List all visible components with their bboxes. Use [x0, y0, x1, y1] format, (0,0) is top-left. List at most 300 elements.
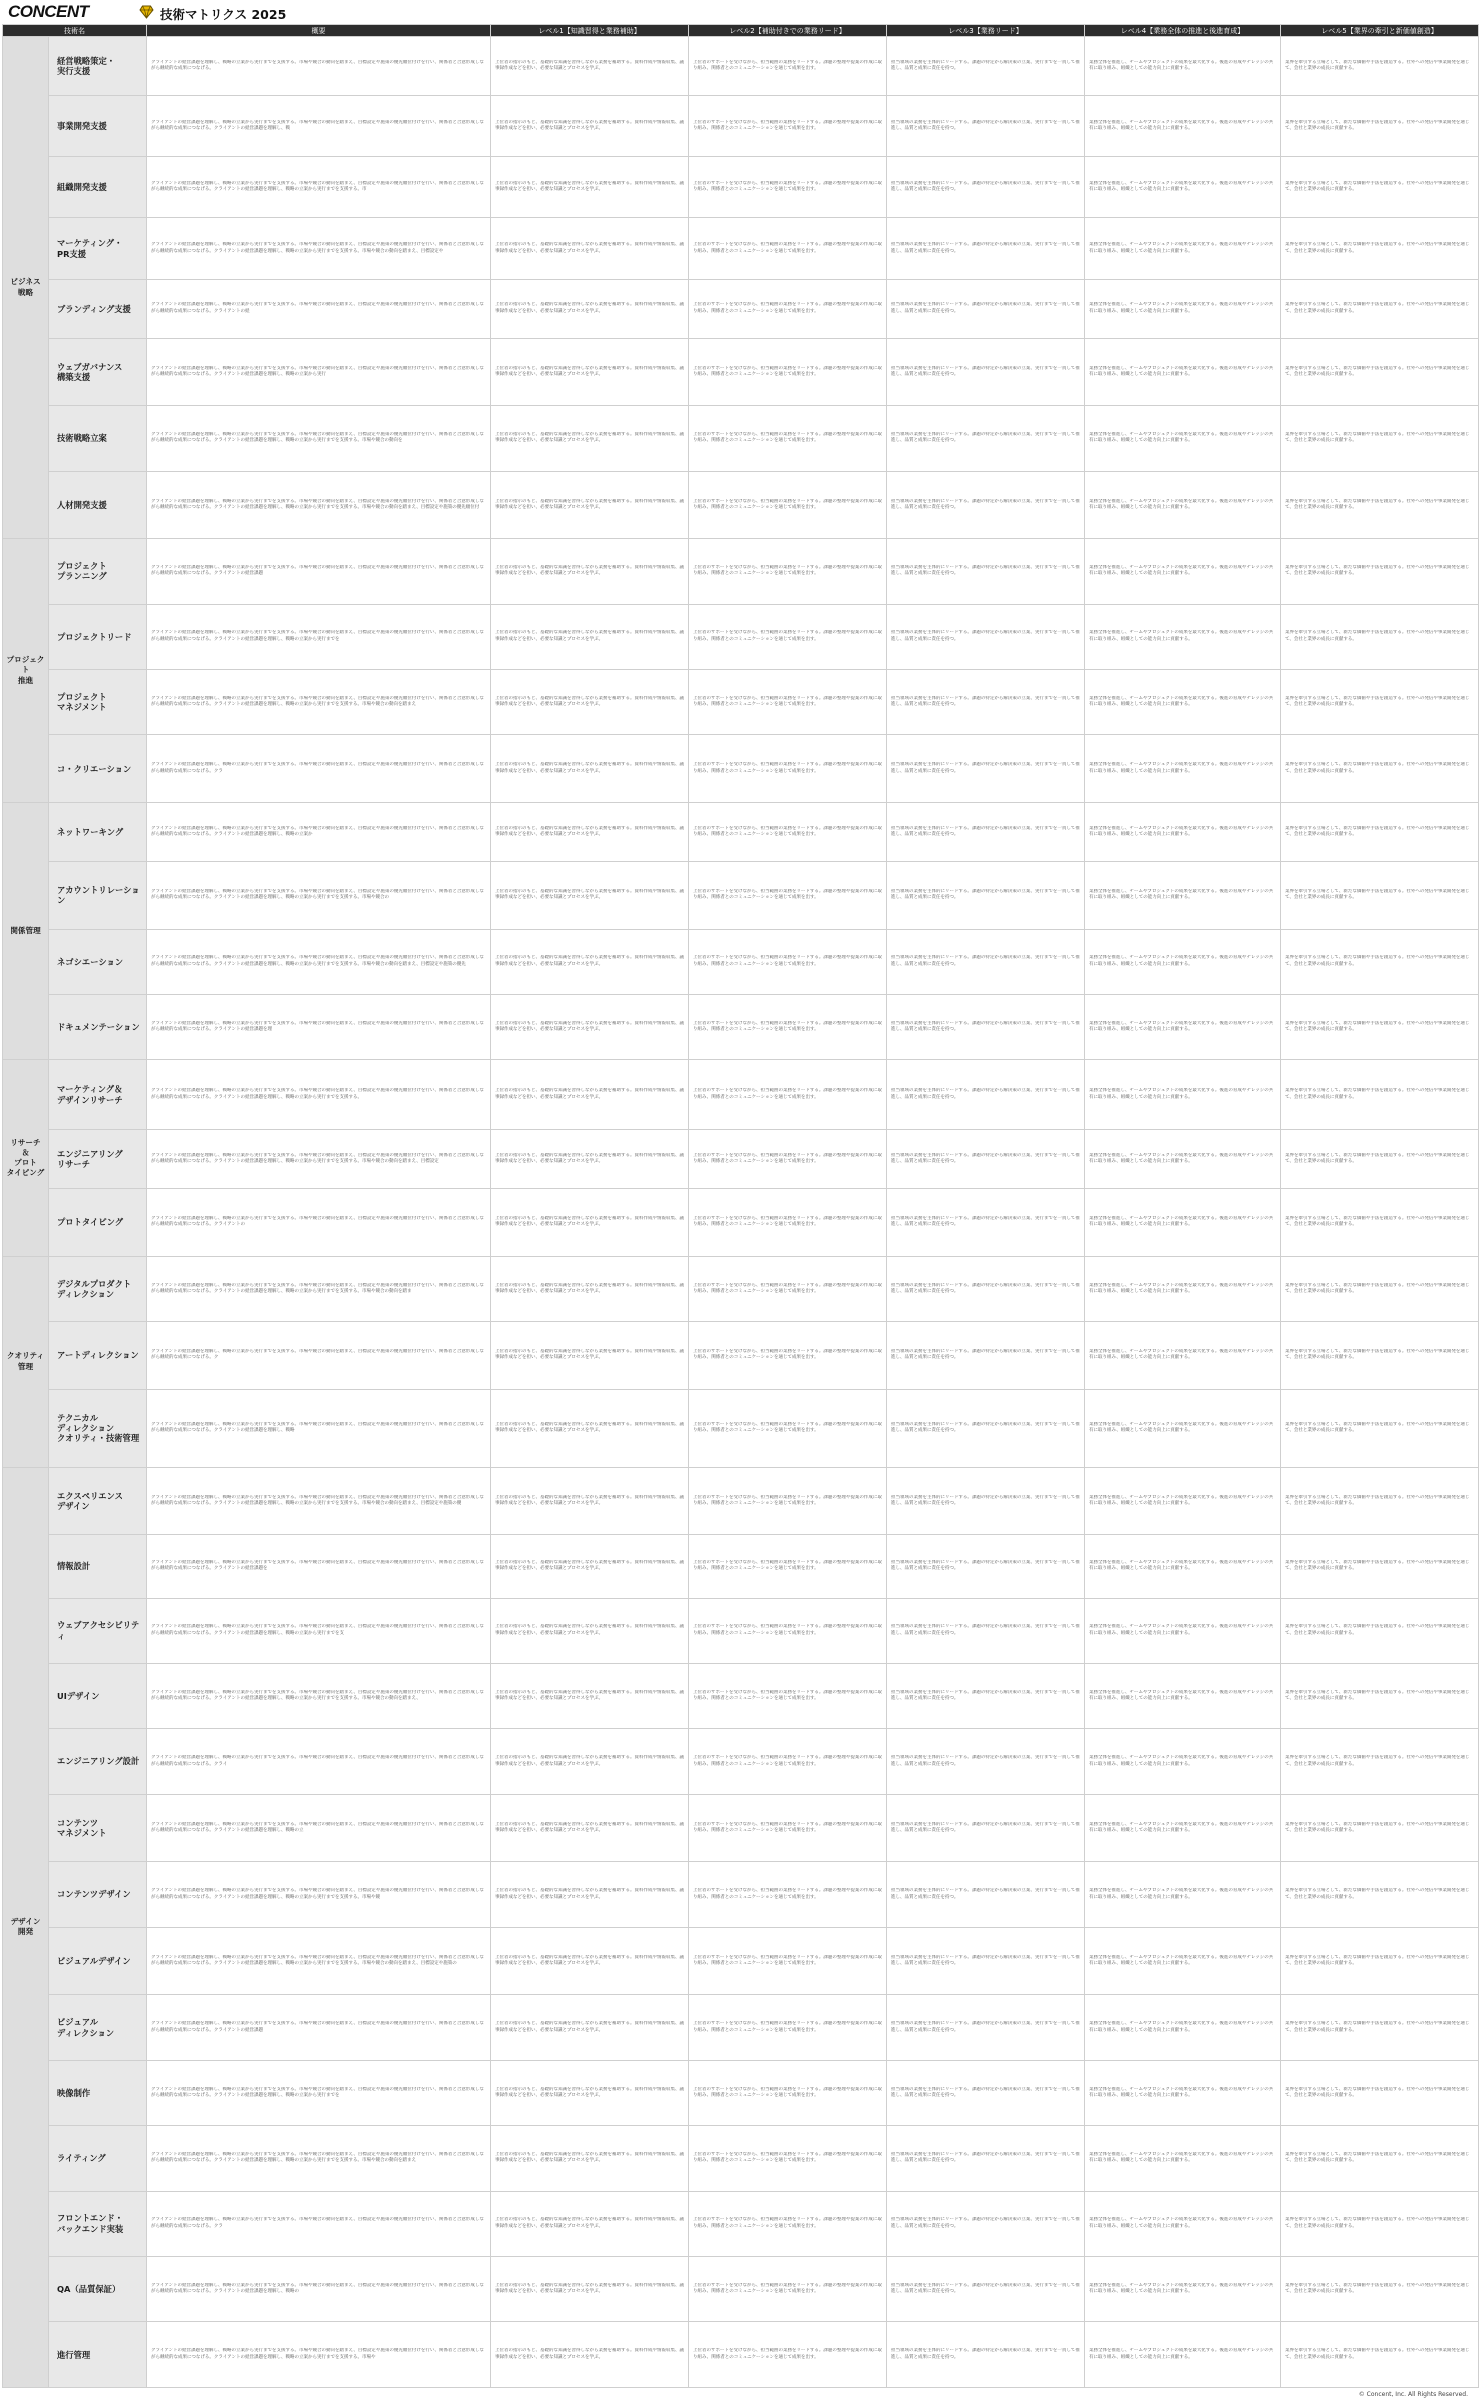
level-1-cell: 上位者の指示のもと、基礎的な知識を習得しながら業務を補助する。資料作成や情報収集、議事録作成などを担い、必要な知識とプロセスを学ぶ。 [491, 2191, 689, 2256]
skill-row [3, 929, 1479, 994]
skill-row [3, 1256, 1479, 1321]
skill-name: マーケティング・ PR支援 [49, 218, 147, 279]
skill-row [3, 2126, 1479, 2191]
level-1-cell: 上位者の指示のもと、基礎的な知識を習得しながら業務を補助する。資料作成や情報収集、議事録作成などを担い、必要な知識とプロセスを学ぶ。 [491, 1256, 689, 1321]
level-4-cell: 業務全体を推進し、チームやプロジェクトの成果を最大化する。後進の育成やナレッジの共有に取り組み、組織としての能力向上に貢献する。 [1085, 1995, 1281, 2060]
level-5-cell: 業界を牽引する立場として、新たな価値や手法を創造する。社外への発信や事業開発を通じて、会社と業界の成長に貢献する。 [1281, 338, 1479, 406]
level-5-cell: 業界を牽引する立場として、新たな価値や手法を創造する。社外への発信や事業開発を通じて、会社と業界の成長に貢献する。 [1281, 2322, 1479, 2388]
skill-name: ウェブガバナンス 構築支援 [49, 338, 147, 406]
skill-name: ネゴシエーション [49, 929, 147, 994]
level-5-cell: 業界を牽引する立場として、新たな価値や手法を創造する。社外への発信や事業開発を通じて、会社と業界の成長に貢献する。 [1281, 218, 1479, 279]
level-3-cell: 担当領域の業務を主体的にリードする。課題の特定から解決策の立案、実行までを一貫して推進し、品質と成果に責任を持つ。 [887, 1130, 1085, 1189]
overview-cell: クライアントの経営課題を理解し、戦略の立案から実行までを支援する。市場や競合の動向を踏まえ、目標設定や施策の優先順位付けを行い、関係者と合意形成しながら継続的な成果につなげる。クラ [147, 2191, 491, 2256]
level-2-cell: 上位者のサポートを受けながら、担当範囲の業務をリードする。課題の整理や提案の作成に取り組み、関係者とのコミュニケーションを通じて成果を出す。 [689, 338, 887, 406]
level-1-cell: 上位者の指示のもと、基礎的な知識を習得しながら業務を補助する。資料作成や情報収集、議事録作成などを担い、必要な知識とプロセスを学ぶ。 [491, 1467, 689, 1535]
level-2-cell: 上位者のサポートを受けながら、担当範囲の業務をリードする。課題の整理や提案の作成に取り組み、関係者とのコミュニケーションを通じて成果を出す。 [689, 1322, 887, 1390]
skill-name: プロジェクト プランニング [49, 539, 147, 604]
skill-name: プロジェクト マネジメント [49, 670, 147, 735]
page-header [0, 0, 1480, 26]
level-5-cell: 業界を牽引する立場として、新たな価値や手法を創造する。社外への発信や事業開発を通じて、会社と業界の成長に貢献する。 [1281, 1189, 1479, 1257]
level-4-cell: 業務全体を推進し、チームやプロジェクトの成果を最大化する。後進の育成やナレッジの共有に取り組み、組織としての能力向上に貢献する。 [1085, 96, 1281, 157]
level-2-cell: 上位者のサポートを受けながら、担当範囲の業務をリードする。課題の整理や提案の作成に取り組み、関係者とのコミュニケーションを通じて成果を出す。 [689, 2322, 887, 2388]
category-label: デザイン 開発 [3, 1467, 49, 2387]
skill-row [3, 803, 1479, 862]
level-2-cell: 上位者のサポートを受けながら、担当範囲の業務をリードする。課題の整理や提案の作成に取り組み、関係者とのコミュニケーションを通じて成果を出す。 [689, 1794, 887, 1862]
level-5-cell: 業界を牽引する立場として、新たな価値や手法を創造する。社外への発信や事業開発を通じて、会社と業界の成長に貢献する。 [1281, 2257, 1479, 2322]
skill-row [3, 1927, 1479, 1995]
level-3-cell: 担当領域の業務を主体的にリードする。課題の特定から解決策の立案、実行までを一貫して推進し、品質と成果に責任を持つ。 [887, 157, 1085, 218]
level-2-cell: 上位者のサポートを受けながら、担当範囲の業務をリードする。課題の整理や提案の作成に取り組み、関係者とのコミュニケーションを通じて成果を出す。 [689, 862, 887, 930]
level-2-cell: 上位者のサポートを受けながら、担当範囲の業務をリードする。課題の整理や提案の作成に取り組み、関係者とのコミュニケーションを通じて成果を出す。 [689, 2060, 887, 2125]
level-3-cell: 担当領域の業務を主体的にリードする。課題の特定から解決策の立案、実行までを一貫して推進し、品質と成果に責任を持つ。 [887, 735, 1085, 803]
overview-cell: クライアントの経営課題を理解し、戦略の立案から実行までを支援する。市場や競合の動向を踏まえ、目標設定や施策の優先順位付けを行い、関係者と合意形成しながら継続的な成果につなげる。クライアントの [147, 1189, 491, 1257]
level-3-cell: 担当領域の業務を主体的にリードする。課題の特定から解決策の立案、実行までを一貫して推進し、品質と成果に責任を持つ。 [887, 1927, 1085, 1995]
level-5-cell: 業界を牽引する立場として、新たな価値や手法を創造する。社外への発信や事業開発を通じて、会社と業界の成長に貢献する。 [1281, 2060, 1479, 2125]
level-2-cell: 上位者のサポートを受けながら、担当範囲の業務をリードする。課題の整理や提案の作成に取り組み、関係者とのコミュニケーションを通じて成果を出す。 [689, 1256, 887, 1321]
document-title: 技術マトリクス 2025 [160, 7, 287, 22]
skill-name: コンテンツデザイン [49, 1862, 147, 1927]
level-5-cell: 業界を牽引する立場として、新たな価値や手法を創造する。社外への発信や事業開発を通じて、会社と業界の成長に貢献する。 [1281, 1729, 1479, 1794]
level-3-cell: 担当領域の業務を主体的にリードする。課題の特定から解決策の立案、実行までを一貫して推進し、品質と成果に責任を持つ。 [887, 1060, 1085, 1130]
skill-row [3, 1862, 1479, 1927]
level-1-cell: 上位者の指示のもと、基礎的な知識を習得しながら業務を補助する。資料作成や情報収集、議事録作成などを担い、必要な知識とプロセスを学ぶ。 [491, 929, 689, 994]
level-4-cell: 業務全体を推進し、チームやプロジェクトの成果を最大化する。後進の育成やナレッジの共有に取り組み、組織としての能力向上に貢献する。 [1085, 1794, 1281, 1862]
level-5-cell: 業界を牽引する立場として、新たな価値や手法を創造する。社外への発信や事業開発を通じて、会社と業界の成長に貢献する。 [1281, 279, 1479, 338]
level-2-cell: 上位者のサポートを受けながら、担当範囲の業務をリードする。課題の整理や提案の作成に取り組み、関係者とのコミュニケーションを通じて成果を出す。 [689, 1995, 887, 2060]
level-3-cell: 担当領域の業務を主体的にリードする。課題の特定から解決策の立案、実行までを一貫して推進し、品質と成果に責任を持つ。 [887, 929, 1085, 994]
level-3-cell: 担当領域の業務を主体的にリードする。課題の特定から解決策の立案、実行までを一貫して推進し、品質と成果に責任を持つ。 [887, 2191, 1085, 2256]
level-4-cell: 業務全体を推進し、チームやプロジェクトの成果を最大化する。後進の育成やナレッジの共有に取り組み、組織としての能力向上に貢献する。 [1085, 539, 1281, 604]
level-2-cell: 上位者のサポートを受けながら、担当範囲の業務をリードする。課題の整理や提案の作成に取り組み、関係者とのコミュニケーションを通じて成果を出す。 [689, 1862, 887, 1927]
level-4-cell: 業務全体を推進し、チームやプロジェクトの成果を最大化する。後進の育成やナレッジの共有に取り組み、組織としての能力向上に貢献する。 [1085, 995, 1281, 1060]
level-5-cell: 業界を牽引する立場として、新たな価値や手法を創造する。社外への発信や事業開発を通じて、会社と業界の成長に貢献する。 [1281, 471, 1479, 539]
overview-cell: クライアントの経営課題を理解し、戦略の立案から実行までを支援する。市場や競合の動向を踏まえ、目標設定や施策の優先順位付けを行い、関係者と合意形成しながら継続的な成果につなげる。クライアントの経営課題を理解し、戦略の立案から実行までを支援する。市場や競合の動向を踏まえ、目標設定や施策の優 [147, 1467, 491, 1535]
skill-name: ブランディング支援 [49, 279, 147, 338]
level-2-cell: 上位者のサポートを受けながら、担当範囲の業務をリードする。課題の整理や提案の作成に取り組み、関係者とのコミュニケーションを通じて成果を出す。 [689, 1927, 887, 1995]
overview-cell: クライアントの経営課題を理解し、戦略の立案から実行までを支援する。市場や競合の動向を踏まえ、目標設定や施策の優先順位付けを行い、関係者と合意形成しながら継続的な成果につなげる。クライアントの経営課題を理解し、戦略の立案から実行までを支援する。市場や競合の動向を踏まえ、目標設定や施策の優先順位付 [147, 471, 491, 539]
skill-name: エクスペリエンス デザイン [49, 1467, 147, 1535]
level-4-cell: 業務全体を推進し、チームやプロジェクトの成果を最大化する。後進の育成やナレッジの共有に取り組み、組織としての能力向上に貢献する。 [1085, 2191, 1281, 2256]
level-3-cell: 担当領域の業務を主体的にリードする。課題の特定から解決策の立案、実行までを一貫して推進し、品質と成果に責任を持つ。 [887, 1794, 1085, 1862]
overview-cell: クライアントの経営課題を理解し、戦略の立案から実行までを支援する。市場や競合の動向を踏まえ、目標設定や施策の優先順位付けを行い、関係者と合意形成しながら継続的な成果につなげる。クラ [147, 735, 491, 803]
skill-name: アートディレクション [49, 1322, 147, 1390]
level-4-cell: 業務全体を推進し、チームやプロジェクトの成果を最大化する。後進の育成やナレッジの共有に取り組み、組織としての能力向上に貢献する。 [1085, 1060, 1281, 1130]
level-3-cell: 担当領域の業務を主体的にリードする。課題の特定から解決策の立案、実行までを一貫して推進し、品質と成果に責任を持つ。 [887, 1467, 1085, 1535]
level-1-cell: 上位者の指示のもと、基礎的な知識を習得しながら業務を補助する。資料作成や情報収集、議事録作成などを担い、必要な知識とプロセスを学ぶ。 [491, 157, 689, 218]
level-4-cell: 業務全体を推進し、チームやプロジェクトの成果を最大化する。後進の育成やナレッジの共有に取り組み、組織としての能力向上に貢献する。 [1085, 604, 1281, 669]
skill-row [3, 1598, 1479, 1663]
level-5-cell: 業界を牽引する立場として、新たな価値や手法を創造する。社外への発信や事業開発を通じて、会社と業界の成長に貢献する。 [1281, 1995, 1479, 2060]
level-5-cell: 業界を牽引する立場として、新たな価値や手法を創造する。社外への発信や事業開発を通じて、会社と業界の成長に貢献する。 [1281, 995, 1479, 1060]
level-2-cell: 上位者のサポートを受けながら、担当範囲の業務をリードする。課題の整理や提案の作成に取り組み、関係者とのコミュニケーションを通じて成果を出す。 [689, 803, 887, 862]
level-4-cell: 業務全体を推進し、チームやプロジェクトの成果を最大化する。後進の育成やナレッジの共有に取り組み、組織としての能力向上に貢献する。 [1085, 471, 1281, 539]
level-1-cell: 上位者の指示のもと、基礎的な知識を習得しながら業務を補助する。資料作成や情報収集、議事録作成などを担い、必要な知識とプロセスを学ぶ。 [491, 1862, 689, 1927]
level-4-cell: 業務全体を推進し、チームやプロジェクトの成果を最大化する。後進の育成やナレッジの共有に取り組み、組織としての能力向上に貢献する。 [1085, 803, 1281, 862]
level-3-cell: 担当領域の業務を主体的にリードする。課題の特定から解決策の立案、実行までを一貫して推進し、品質と成果に責任を持つ。 [887, 995, 1085, 1060]
level-4-cell: 業務全体を推進し、チームやプロジェクトの成果を最大化する。後進の育成やナレッジの共有に取り組み、組織としての能力向上に貢献する。 [1085, 1927, 1281, 1995]
level-5-cell: 業界を牽引する立場として、新たな価値や手法を創造する。社外への発信や事業開発を通じて、会社と業界の成長に貢献する。 [1281, 96, 1479, 157]
level-1-cell: 上位者の指示のもと、基礎的な知識を習得しながら業務を補助する。資料作成や情報収集、議事録作成などを担い、必要な知識とプロセスを学ぶ。 [491, 2060, 689, 2125]
level-3-cell: 担当領域の業務を主体的にリードする。課題の特定から解決策の立案、実行までを一貫して推進し、品質と成果に責任を持つ。 [887, 1322, 1085, 1390]
skill-row [3, 37, 1479, 96]
level-1-cell: 上位者の指示のもと、基礎的な知識を習得しながら業務を補助する。資料作成や情報収集、議事録作成などを担い、必要な知識とプロセスを学ぶ。 [491, 2126, 689, 2191]
skill-row [3, 1729, 1479, 1794]
level-3-cell: 担当領域の業務を主体的にリードする。課題の特定から解決策の立案、実行までを一貫して推進し、品質と成果に責任を持つ。 [887, 1995, 1085, 2060]
header-level-3: レベル3【業務リード】 [887, 25, 1085, 37]
level-2-cell: 上位者のサポートを受けながら、担当範囲の業務をリードする。課題の整理や提案の作成に取り組み、関係者とのコミュニケーションを通じて成果を出す。 [689, 2257, 887, 2322]
level-1-cell: 上位者の指示のもと、基礎的な知識を習得しながら業務を補助する。資料作成や情報収集、議事録作成などを担い、必要な知識とプロセスを学ぶ。 [491, 2322, 689, 2388]
level-3-cell: 担当領域の業務を主体的にリードする。課題の特定から解決策の立案、実行までを一貫して推進し、品質と成果に責任を持つ。 [887, 96, 1085, 157]
level-4-cell: 業務全体を推進し、チームやプロジェクトの成果を最大化する。後進の育成やナレッジの共有に取り組み、組織としての能力向上に貢献する。 [1085, 37, 1281, 96]
level-2-cell: 上位者のサポートを受けながら、担当範囲の業務をリードする。課題の整理や提案の作成に取り組み、関係者とのコミュニケーションを通じて成果を出す。 [689, 1535, 887, 1598]
level-4-cell: 業務全体を推進し、チームやプロジェクトの成果を最大化する。後進の育成やナレッジの共有に取り組み、組織としての能力向上に貢献する。 [1085, 929, 1281, 994]
skill-row [3, 1060, 1479, 1130]
level-2-cell: 上位者のサポートを受けながら、担当範囲の業務をリードする。課題の整理や提案の作成に取り組み、関係者とのコミュニケーションを通じて成果を出す。 [689, 218, 887, 279]
skill-matrix [2, 24, 1478, 2388]
skill-row [3, 406, 1479, 471]
skill-row [3, 1663, 1479, 1728]
overview-cell: クライアントの経営課題を理解し、戦略の立案から実行までを支援する。市場や競合の動向を踏まえ、目標設定や施策の優先順位付けを行い、関係者と合意形成しながら継続的な成果につなげる。クライアントの経営課題を理解し、戦略の立案から実行までを支援する。市場や競合の動向を踏まえ、目標設定 [147, 1130, 491, 1189]
level-4-cell: 業務全体を推進し、チームやプロジェクトの成果を最大化する。後進の育成やナレッジの共有に取り組み、組織としての能力向上に貢献する。 [1085, 218, 1281, 279]
overview-cell: クライアントの経営課題を理解し、戦略の立案から実行までを支援する。市場や競合の動向を踏まえ、目標設定や施策の優先順位付けを行い、関係者と合意形成しながら継続的な成果につなげる。クライアントの経営課題 [147, 1995, 491, 2060]
level-1-cell: 上位者の指示のもと、基礎的な知識を習得しながら業務を補助する。資料作成や情報収集、議事録作成などを担い、必要な知識とプロセスを学ぶ。 [491, 803, 689, 862]
overview-cell: クライアントの経営課題を理解し、戦略の立案から実行までを支援する。市場や競合の動向を踏まえ、目標設定や施策の優先順位付けを行い、関係者と合意形成しながら継続的な成果につなげる。クライ [147, 1729, 491, 1794]
skill-name: テクニカル ディレクション クオリティ・技術管理 [49, 1389, 147, 1467]
overview-cell: クライアントの経営課題を理解し、戦略の立案から実行までを支援する。市場や競合の動向を踏まえ、目標設定や施策の優先順位付けを行い、関係者と合意形成しながら継続的な成果につなげる。クライアントの経営課題を理解し、戦略の立案から実行までを支援する。市場や競合の動向を踏まえ、目標設定や [147, 218, 491, 279]
skill-name: 映像制作 [49, 2060, 147, 2125]
skill-name: 進行管理 [49, 2322, 147, 2388]
level-4-cell: 業務全体を推進し、チームやプロジェクトの成果を最大化する。後進の育成やナレッジの共有に取り組み、組織としての能力向上に貢献する。 [1085, 1389, 1281, 1467]
skill-row [3, 735, 1479, 803]
level-1-cell: 上位者の指示のもと、基礎的な知識を習得しながら業務を補助する。資料作成や情報収集、議事録作成などを担い、必要な知識とプロセスを学ぶ。 [491, 1535, 689, 1598]
level-2-cell: 上位者のサポートを受けながら、担当範囲の業務をリードする。課題の整理や提案の作成に取り組み、関係者とのコミュニケーションを通じて成果を出す。 [689, 995, 887, 1060]
level-3-cell: 担当領域の業務を主体的にリードする。課題の特定から解決策の立案、実行までを一貫して推進し、品質と成果に責任を持つ。 [887, 2126, 1085, 2191]
level-3-cell: 担当領域の業務を主体的にリードする。課題の特定から解決策の立案、実行までを一貫して推進し、品質と成果に責任を持つ。 [887, 1389, 1085, 1467]
level-5-cell: 業界を牽引する立場として、新たな価値や手法を創造する。社外への発信や事業開発を通じて、会社と業界の成長に貢献する。 [1281, 1794, 1479, 1862]
skill-name: ビジュアルデザイン [49, 1927, 147, 1995]
overview-cell: クライアントの経営課題を理解し、戦略の立案から実行までを支援する。市場や競合の動向を踏まえ、目標設定や施策の優先順位付けを行い、関係者と合意形成しながら継続的な成果につなげる。 [147, 37, 491, 96]
level-3-cell: 担当領域の業務を主体的にリードする。課題の特定から解決策の立案、実行までを一貫して推進し、品質と成果に責任を持つ。 [887, 604, 1085, 669]
overview-cell: クライアントの経営課題を理解し、戦略の立案から実行までを支援する。市場や競合の動向を踏まえ、目標設定や施策の優先順位付けを行い、関係者と合意形成しながら継続的な成果につなげる。クライアントの経営課題を理解し、戦略の立案から実行までを支援する。市場や競 [147, 1862, 491, 1927]
skill-row [3, 218, 1479, 279]
level-2-cell: 上位者のサポートを受けながら、担当範囲の業務をリードする。課題の整理や提案の作成に取り組み、関係者とのコミュニケーションを通じて成果を出す。 [689, 929, 887, 994]
skill-row [3, 1189, 1479, 1257]
overview-cell: クライアントの経営課題を理解し、戦略の立案から実行までを支援する。市場や競合の動向を踏まえ、目標設定や施策の優先順位付けを行い、関係者と合意形成しながら継続的な成果につなげる。クライアントの経営課題を理解し、戦略の立案から実行までを支援する。市場や競合の動向を [147, 406, 491, 471]
level-2-cell: 上位者のサポートを受けながら、担当範囲の業務をリードする。課題の整理や提案の作成に取り組み、関係者とのコミュニケーションを通じて成果を出す。 [689, 1663, 887, 1728]
level-2-cell: 上位者のサポートを受けながら、担当範囲の業務をリードする。課題の整理や提案の作成に取り組み、関係者とのコミュニケーションを通じて成果を出す。 [689, 539, 887, 604]
skill-row [3, 604, 1479, 669]
level-5-cell: 業界を牽引する立場として、新たな価値や手法を創造する。社外への発信や事業開発を通じて、会社と業界の成長に貢献する。 [1281, 604, 1479, 669]
overview-cell: クライアントの経営課題を理解し、戦略の立案から実行までを支援する。市場や競合の動向を踏まえ、目標設定や施策の優先順位付けを行い、関係者と合意形成しながら継続的な成果につなげる。クライアントの経営課題を理解し、戦略の立案から実行までを支援する。市場や競合の動向を踏まえ [147, 670, 491, 735]
level-4-cell: 業務全体を推進し、チームやプロジェクトの成果を最大化する。後進の育成やナレッジの共有に取り組み、組織としての能力向上に貢献する。 [1085, 1256, 1281, 1321]
overview-cell: クライアントの経営課題を理解し、戦略の立案から実行までを支援する。市場や競合の動向を踏まえ、目標設定や施策の優先順位付けを行い、関係者と合意形成しながら継続的な成果につなげる。クライアントの経営課題を理解し、戦略の [147, 2257, 491, 2322]
overview-cell: クライアントの経営課題を理解し、戦略の立案から実行までを支援する。市場や競合の動向を踏まえ、目標設定や施策の優先順位付けを行い、関係者と合意形成しながら継続的な成果につなげる。クライアントの経営課題 [147, 539, 491, 604]
overview-cell: クライアントの経営課題を理解し、戦略の立案から実行までを支援する。市場や競合の動向を踏まえ、目標設定や施策の優先順位付けを行い、関係者と合意形成しながら継続的な成果につなげる。クライアントの経営課題を理解し、戦略 [147, 1389, 491, 1467]
level-4-cell: 業務全体を推進し、チームやプロジェクトの成果を最大化する。後進の育成やナレッジの共有に取り組み、組織としての能力向上に貢献する。 [1085, 2126, 1281, 2191]
level-4-cell: 業務全体を推進し、チームやプロジェクトの成果を最大化する。後進の育成やナレッジの共有に取り組み、組織としての能力向上に貢献する。 [1085, 1663, 1281, 1728]
level-2-cell: 上位者のサポートを受けながら、担当範囲の業務をリードする。課題の整理や提案の作成に取り組み、関係者とのコミュニケーションを通じて成果を出す。 [689, 2191, 887, 2256]
level-3-cell: 担当領域の業務を主体的にリードする。課題の特定から解決策の立案、実行までを一貫して推進し、品質と成果に責任を持つ。 [887, 406, 1085, 471]
level-1-cell: 上位者の指示のもと、基礎的な知識を習得しながら業務を補助する。資料作成や情報収集、議事録作成などを担い、必要な知識とプロセスを学ぶ。 [491, 338, 689, 406]
skill-name: コ・クリエーション [49, 735, 147, 803]
overview-cell: クライアントの経営課題を理解し、戦略の立案から実行までを支援する。市場や競合の動向を踏まえ、目標設定や施策の優先順位付けを行い、関係者と合意形成しながら継続的な成果につなげる。クライアントの経営課題を理解し、戦 [147, 96, 491, 157]
level-1-cell: 上位者の指示のもと、基礎的な知識を習得しながら業務を補助する。資料作成や情報収集、議事録作成などを担い、必要な知識とプロセスを学ぶ。 [491, 406, 689, 471]
skill-row [3, 96, 1479, 157]
category-label: 関係管理 [3, 803, 49, 1060]
category-label: リサーチ ＆ プロト タイピング [3, 1060, 49, 1256]
overview-cell: クライアントの経営課題を理解し、戦略の立案から実行までを支援する。市場や競合の動向を踏まえ、目標設定や施策の優先順位付けを行い、関係者と合意形成しながら継続的な成果につなげる。クライアントの経営課題を理解し、戦略の立案から実行 [147, 338, 491, 406]
level-3-cell: 担当領域の業務を主体的にリードする。課題の特定から解決策の立案、実行までを一貫して推進し、品質と成果に責任を持つ。 [887, 37, 1085, 96]
level-1-cell: 上位者の指示のもと、基礎的な知識を習得しながら業務を補助する。資料作成や情報収集、議事録作成などを担い、必要な知識とプロセスを学ぶ。 [491, 279, 689, 338]
skill-row [3, 1794, 1479, 1862]
skill-name: 事業開発支援 [49, 96, 147, 157]
level-1-cell: 上位者の指示のもと、基礎的な知識を習得しながら業務を補助する。資料作成や情報収集、議事録作成などを担い、必要な知識とプロセスを学ぶ。 [491, 995, 689, 1060]
level-3-cell: 担当領域の業務を主体的にリードする。課題の特定から解決策の立案、実行までを一貫して推進し、品質と成果に責任を持つ。 [887, 279, 1085, 338]
skill-name: 組織開発支援 [49, 157, 147, 218]
level-3-cell: 担当領域の業務を主体的にリードする。課題の特定から解決策の立案、実行までを一貫して推進し、品質と成果に責任を持つ。 [887, 803, 1085, 862]
level-3-cell: 担当領域の業務を主体的にリードする。課題の特定から解決策の立案、実行までを一貫して推進し、品質と成果に責任を持つ。 [887, 539, 1085, 604]
level-5-cell: 業界を牽引する立場として、新たな価値や手法を創造する。社外への発信や事業開発を通じて、会社と業界の成長に貢献する。 [1281, 1467, 1479, 1535]
level-1-cell: 上位者の指示のもと、基礎的な知識を習得しながら業務を補助する。資料作成や情報収集、議事録作成などを担い、必要な知識とプロセスを学ぶ。 [491, 1927, 689, 1995]
skill-name: UIデザイン [49, 1663, 147, 1728]
skill-row [3, 157, 1479, 218]
level-5-cell: 業界を牽引する立場として、新たな価値や手法を創造する。社外への発信や事業開発を通じて、会社と業界の成長に貢献する。 [1281, 1322, 1479, 1390]
level-4-cell: 業務全体を推進し、チームやプロジェクトの成果を最大化する。後進の育成やナレッジの共有に取り組み、組織としての能力向上に貢献する。 [1085, 735, 1281, 803]
header-level-5: レベル5【業界の牽引と新価値創造】 [1281, 25, 1479, 37]
level-2-cell: 上位者のサポートを受けながら、担当範囲の業務をリードする。課題の整理や提案の作成に取り組み、関係者とのコミュニケーションを通じて成果を出す。 [689, 604, 887, 669]
level-2-cell: 上位者のサポートを受けながら、担当範囲の業務をリードする。課題の整理や提案の作成に取り組み、関係者とのコミュニケーションを通じて成果を出す。 [689, 471, 887, 539]
level-4-cell: 業務全体を推進し、チームやプロジェクトの成果を最大化する。後進の育成やナレッジの共有に取り組み、組織としての能力向上に貢献する。 [1085, 406, 1281, 471]
header-overview: 概要 [147, 25, 491, 37]
level-2-cell: 上位者のサポートを受けながら、担当範囲の業務をリードする。課題の整理や提案の作成に取り組み、関係者とのコミュニケーションを通じて成果を出す。 [689, 406, 887, 471]
level-5-cell: 業界を牽引する立場として、新たな価値や手法を創造する。社外への発信や事業開発を通じて、会社と業界の成長に貢献する。 [1281, 735, 1479, 803]
level-3-cell: 担当領域の業務を主体的にリードする。課題の特定から解決策の立案、実行までを一貫して推進し、品質と成果に責任を持つ。 [887, 1535, 1085, 1598]
skill-name: プロトタイピング [49, 1189, 147, 1257]
level-5-cell: 業界を牽引する立場として、新たな価値や手法を創造する。社外への発信や事業開発を通じて、会社と業界の成長に貢献する。 [1281, 157, 1479, 218]
level-2-cell: 上位者のサポートを受けながら、担当範囲の業務をリードする。課題の整理や提案の作成に取り組み、関係者とのコミュニケーションを通じて成果を出す。 [689, 1729, 887, 1794]
level-4-cell: 業務全体を推進し、チームやプロジェクトの成果を最大化する。後進の育成やナレッジの共有に取り組み、組織としての能力向上に貢献する。 [1085, 1862, 1281, 1927]
level-1-cell: 上位者の指示のもと、基礎的な知識を習得しながら業務を補助する。資料作成や情報収集、議事録作成などを担い、必要な知識とプロセスを学ぶ。 [491, 1389, 689, 1467]
level-5-cell: 業界を牽引する立場として、新たな価値や手法を創造する。社外への発信や事業開発を通じて、会社と業界の成長に貢献する。 [1281, 2191, 1479, 2256]
level-1-cell: 上位者の指示のもと、基礎的な知識を習得しながら業務を補助する。資料作成や情報収集、議事録作成などを担い、必要な知識とプロセスを学ぶ。 [491, 862, 689, 930]
level-3-cell: 担当領域の業務を主体的にリードする。課題の特定から解決策の立案、実行までを一貫して推進し、品質と成果に責任を持つ。 [887, 338, 1085, 406]
level-3-cell: 担当領域の業務を主体的にリードする。課題の特定から解決策の立案、実行までを一貫して推進し、品質と成果に責任を持つ。 [887, 1598, 1085, 1663]
skill-name: ライティング [49, 2126, 147, 2191]
level-5-cell: 業界を牽引する立場として、新たな価値や手法を創造する。社外への発信や事業開発を通じて、会社と業界の成長に貢献する。 [1281, 1927, 1479, 1995]
level-1-cell: 上位者の指示のもと、基礎的な知識を習得しながら業務を補助する。資料作成や情報収集、議事録作成などを担い、必要な知識とプロセスを学ぶ。 [491, 1729, 689, 1794]
overview-cell: クライアントの経営課題を理解し、戦略の立案から実行までを支援する。市場や競合の動向を踏まえ、目標設定や施策の優先順位付けを行い、関係者と合意形成しながら継続的な成果につなげる。クライアントの経営課題を理解し、戦略の立案から実行までを支援する。市場や競合の動向を踏まえ、目標設定や施策の優先 [147, 929, 491, 994]
overview-cell: クライアントの経営課題を理解し、戦略の立案から実行までを支援する。市場や競合の動向を踏まえ、目標設定や施策の優先順位付けを行い、関係者と合意形成しながら継続的な成果につなげる。クライアントの経営課題を理解し、戦略の立案から実行までを支援する。市場や競合の動向を踏まえ、 [147, 1663, 491, 1728]
skill-row [3, 670, 1479, 735]
skill-row [3, 1467, 1479, 1535]
skill-name: QA（品質保証） [49, 2257, 147, 2322]
skill-name: ビジュアル ディレクション [49, 1995, 147, 2060]
skill-row [3, 279, 1479, 338]
skill-name: コンテンツ マネジメント [49, 1794, 147, 1862]
level-3-cell: 担当領域の業務を主体的にリードする。課題の特定から解決策の立案、実行までを一貫して推進し、品質と成果に責任を持つ。 [887, 1862, 1085, 1927]
overview-cell: クライアントの経営課題を理解し、戦略の立案から実行までを支援する。市場や競合の動向を踏まえ、目標設定や施策の優先順位付けを行い、関係者と合意形成しながら継続的な成果につなげる。クライアントの経営課題を理解し、戦略の立案から実行までを支援する。市場や競合の動向を踏まえ、目標設定や施策の [147, 1927, 491, 1995]
level-5-cell: 業界を牽引する立場として、新たな価値や手法を創造する。社外への発信や事業開発を通じて、会社と業界の成長に貢献する。 [1281, 803, 1479, 862]
skill-name: エンジニアリング リサーチ [49, 1130, 147, 1189]
header-level-1: レベル1【知識習得と業務補助】 [491, 25, 689, 37]
level-4-cell: 業務全体を推進し、チームやプロジェクトの成果を最大化する。後進の育成やナレッジの共有に取り組み、組織としての能力向上に貢献する。 [1085, 1535, 1281, 1598]
level-5-cell: 業界を牽引する立場として、新たな価値や手法を創造する。社外への発信や事業開発を通じて、会社と業界の成長に貢献する。 [1281, 1598, 1479, 1663]
skill-name: デジタルプロダクト ディレクション [49, 1256, 147, 1321]
overview-cell: クライアントの経営課題を理解し、戦略の立案から実行までを支援する。市場や競合の動向を踏まえ、目標設定や施策の優先順位付けを行い、関係者と合意形成しながら継続的な成果につなげる。クライアントの経営課題を理解し、戦略の立案から実行までを [147, 2060, 491, 2125]
level-2-cell: 上位者のサポートを受けながら、担当範囲の業務をリードする。課題の整理や提案の作成に取り組み、関係者とのコミュニケーションを通じて成果を出す。 [689, 37, 887, 96]
level-5-cell: 業界を牽引する立場として、新たな価値や手法を創造する。社外への発信や事業開発を通じて、会社と業界の成長に貢献する。 [1281, 1535, 1479, 1598]
level-2-cell: 上位者のサポートを受けながら、担当範囲の業務をリードする。課題の整理や提案の作成に取り組み、関係者とのコミュニケーションを通じて成果を出す。 [689, 279, 887, 338]
level-4-cell: 業務全体を推進し、チームやプロジェクトの成果を最大化する。後進の育成やナレッジの共有に取り組み、組織としての能力向上に貢献する。 [1085, 279, 1281, 338]
level-5-cell: 業界を牽引する立場として、新たな価値や手法を創造する。社外への発信や事業開発を通じて、会社と業界の成長に貢献する。 [1281, 1060, 1479, 1130]
level-3-cell: 担当領域の業務を主体的にリードする。課題の特定から解決策の立案、実行までを一貫して推進し、品質と成果に責任を持つ。 [887, 2322, 1085, 2388]
level-1-cell: 上位者の指示のもと、基礎的な知識を習得しながら業務を補助する。資料作成や情報収集、議事録作成などを担い、必要な知識とプロセスを学ぶ。 [491, 1598, 689, 1663]
skill-name: ドキュメンテーション [49, 995, 147, 1060]
level-1-cell: 上位者の指示のもと、基礎的な知識を習得しながら業務を補助する。資料作成や情報収集、議事録作成などを担い、必要な知識とプロセスを学ぶ。 [491, 539, 689, 604]
category-label: クオリティ 管理 [3, 1256, 49, 1467]
level-1-cell: 上位者の指示のもと、基礎的な知識を習得しながら業務を補助する。資料作成や情報収集、議事録作成などを担い、必要な知識とプロセスを学ぶ。 [491, 1130, 689, 1189]
level-5-cell: 業界を牽引する立場として、新たな価値や手法を創造する。社外への発信や事業開発を通じて、会社と業界の成長に貢献する。 [1281, 1862, 1479, 1927]
level-4-cell: 業務全体を推進し、チームやプロジェクトの成果を最大化する。後進の育成やナレッジの共有に取り組み、組織としての能力向上に貢献する。 [1085, 1598, 1281, 1663]
level-5-cell: 業界を牽引する立場として、新たな価値や手法を創造する。社外への発信や事業開発を通じて、会社と業界の成長に貢献する。 [1281, 1130, 1479, 1189]
level-4-cell: 業務全体を推進し、チームやプロジェクトの成果を最大化する。後進の育成やナレッジの共有に取り組み、組織としての能力向上に貢献する。 [1085, 338, 1281, 406]
level-2-cell: 上位者のサポートを受けながら、担当範囲の業務をリードする。課題の整理や提案の作成に取り組み、関係者とのコミュニケーションを通じて成果を出す。 [689, 1467, 887, 1535]
level-1-cell: 上位者の指示のもと、基礎的な知識を習得しながら業務を補助する。資料作成や情報収集、議事録作成などを担い、必要な知識とプロセスを学ぶ。 [491, 1663, 689, 1728]
level-4-cell: 業務全体を推進し、チームやプロジェクトの成果を最大化する。後進の育成やナレッジの共有に取り組み、組織としての能力向上に貢献する。 [1085, 1729, 1281, 1794]
level-4-cell: 業務全体を推進し、チームやプロジェクトの成果を最大化する。後進の育成やナレッジの共有に取り組み、組織としての能力向上に貢献する。 [1085, 2322, 1281, 2388]
skill-row [3, 2060, 1479, 2125]
level-3-cell: 担当領域の業務を主体的にリードする。課題の特定から解決策の立案、実行までを一貫して推進し、品質と成果に責任を持つ。 [887, 2257, 1085, 2322]
overview-cell: クライアントの経営課題を理解し、戦略の立案から実行までを支援する。市場や競合の動向を踏まえ、目標設定や施策の優先順位付けを行い、関係者と合意形成しながら継続的な成果につなげる。クライアントの経営課題を理解し、戦略の立案から実行までを支 [147, 1598, 491, 1663]
skill-name: アカウントリレーション [49, 862, 147, 930]
level-1-cell: 上位者の指示のもと、基礎的な知識を習得しながら業務を補助する。資料作成や情報収集、議事録作成などを担い、必要な知識とプロセスを学ぶ。 [491, 1794, 689, 1862]
skill-name: フロントエンド・ バックエンド実装 [49, 2191, 147, 2256]
level-3-cell: 担当領域の業務を主体的にリードする。課題の特定から解決策の立案、実行までを一貫して推進し、品質と成果に責任を持つ。 [887, 1663, 1085, 1728]
level-2-cell: 上位者のサポートを受けながら、担当範囲の業務をリードする。課題の整理や提案の作成に取り組み、関係者とのコミュニケーションを通じて成果を出す。 [689, 1130, 887, 1189]
level-1-cell: 上位者の指示のもと、基礎的な知識を習得しながら業務を補助する。資料作成や情報収集、議事録作成などを担い、必要な知識とプロセスを学ぶ。 [491, 96, 689, 157]
level-5-cell: 業界を牽引する立場として、新たな価値や手法を創造する。社外への発信や事業開発を通じて、会社と業界の成長に貢献する。 [1281, 539, 1479, 604]
level-1-cell: 上位者の指示のもと、基礎的な知識を習得しながら業務を補助する。資料作成や情報収集、議事録作成などを担い、必要な知識とプロセスを学ぶ。 [491, 218, 689, 279]
level-1-cell: 上位者の指示のもと、基礎的な知識を習得しながら業務を補助する。資料作成や情報収集、議事録作成などを担い、必要な知識とプロセスを学ぶ。 [491, 37, 689, 96]
skill-row [3, 471, 1479, 539]
overview-cell: クライアントの経営課題を理解し、戦略の立案から実行までを支援する。市場や競合の動向を踏まえ、目標設定や施策の優先順位付けを行い、関係者と合意形成しながら継続的な成果につなげる。ク [147, 1322, 491, 1390]
level-5-cell: 業界を牽引する立場として、新たな価値や手法を創造する。社外への発信や事業開発を通じて、会社と業界の成長に貢献する。 [1281, 37, 1479, 96]
level-3-cell: 担当領域の業務を主体的にリードする。課題の特定から解決策の立案、実行までを一貫して推進し、品質と成果に責任を持つ。 [887, 670, 1085, 735]
level-5-cell: 業界を牽引する立場として、新たな価値や手法を創造する。社外への発信や事業開発を通じて、会社と業界の成長に貢献する。 [1281, 2126, 1479, 2191]
level-3-cell: 担当領域の業務を主体的にリードする。課題の特定から解決策の立案、実行までを一貫して推進し、品質と成果に責任を持つ。 [887, 1729, 1085, 1794]
skill-row [3, 1322, 1479, 1390]
skill-name: エンジニアリング設計 [49, 1729, 147, 1794]
skill-name: 人材開発支援 [49, 471, 147, 539]
overview-cell: クライアントの経営課題を理解し、戦略の立案から実行までを支援する。市場や競合の動向を踏まえ、目標設定や施策の優先順位付けを行い、関係者と合意形成しながら継続的な成果につなげる。クライアントの経営課題を理解し、戦略の立案から実行までを支援する。 [147, 1060, 491, 1130]
level-1-cell: 上位者の指示のもと、基礎的な知識を習得しながら業務を補助する。資料作成や情報収集、議事録作成などを担い、必要な知識とプロセスを学ぶ。 [491, 1322, 689, 1390]
level-5-cell: 業界を牽引する立場として、新たな価値や手法を創造する。社外への発信や事業開発を通じて、会社と業界の成長に貢献する。 [1281, 1663, 1479, 1728]
overview-cell: クライアントの経営課題を理解し、戦略の立案から実行までを支援する。市場や競合の動向を踏まえ、目標設定や施策の優先順位付けを行い、関係者と合意形成しながら継続的な成果につなげる。クライアントの経営課題を理解し、戦略の立案から実行までを支援する。市場や競合の [147, 862, 491, 930]
level-1-cell: 上位者の指示のもと、基礎的な知識を習得しながら業務を補助する。資料作成や情報収集、議事録作成などを担い、必要な知識とプロセスを学ぶ。 [491, 1189, 689, 1257]
skill-row [3, 539, 1479, 604]
skill-name: 技術戦略立案 [49, 406, 147, 471]
skill-name: 経営戦略策定・ 実行支援 [49, 37, 147, 96]
level-2-cell: 上位者のサポートを受けながら、担当範囲の業務をリードする。課題の整理や提案の作成に取り組み、関係者とのコミュニケーションを通じて成果を出す。 [689, 1189, 887, 1257]
skill-row [3, 1130, 1479, 1189]
level-1-cell: 上位者の指示のもと、基礎的な知識を習得しながら業務を補助する。資料作成や情報収集、議事録作成などを担い、必要な知識とプロセスを学ぶ。 [491, 1995, 689, 2060]
level-5-cell: 業界を牽引する立場として、新たな価値や手法を創造する。社外への発信や事業開発を通じて、会社と業界の成長に貢献する。 [1281, 1256, 1479, 1321]
level-3-cell: 担当領域の業務を主体的にリードする。課題の特定から解決策の立案、実行までを一貫して推進し、品質と成果に責任を持つ。 [887, 2060, 1085, 2125]
level-1-cell: 上位者の指示のもと、基礎的な知識を習得しながら業務を補助する。資料作成や情報収集、議事録作成などを担い、必要な知識とプロセスを学ぶ。 [491, 604, 689, 669]
category-label: プロジェクト 推進 [3, 539, 49, 803]
overview-cell: クライアントの経営課題を理解し、戦略の立案から実行までを支援する。市場や競合の動向を踏まえ、目標設定や施策の優先順位付けを行い、関係者と合意形成しながら継続的な成果につなげる。クライアントの経営課題を理解し、戦略の立案から実行までを支援する。市場や競合の動向を踏まえ [147, 2126, 491, 2191]
overview-cell: クライアントの経営課題を理解し、戦略の立案から実行までを支援する。市場や競合の動向を踏まえ、目標設定や施策の優先順位付けを行い、関係者と合意形成しながら継続的な成果につなげる。クライアントの経営課題を理解し、戦略の立案か [147, 803, 491, 862]
level-4-cell: 業務全体を推進し、チームやプロジェクトの成果を最大化する。後進の育成やナレッジの共有に取り組み、組織としての能力向上に貢献する。 [1085, 1322, 1281, 1390]
level-4-cell: 業務全体を推進し、チームやプロジェクトの成果を最大化する。後進の育成やナレッジの共有に取り組み、組織としての能力向上に貢献する。 [1085, 2060, 1281, 2125]
level-4-cell: 業務全体を推進し、チームやプロジェクトの成果を最大化する。後進の育成やナレッジの共有に取り組み、組織としての能力向上に貢献する。 [1085, 670, 1281, 735]
level-1-cell: 上位者の指示のもと、基礎的な知識を習得しながら業務を補助する。資料作成や情報収集、議事録作成などを担い、必要な知識とプロセスを学ぶ。 [491, 670, 689, 735]
header-row [3, 25, 1479, 37]
header-skill-name: 技術名 [3, 25, 147, 37]
level-5-cell: 業界を牽引する立場として、新たな価値や手法を創造する。社外への発信や事業開発を通じて、会社と業界の成長に貢献する。 [1281, 670, 1479, 735]
overview-cell: クライアントの経営課題を理解し、戦略の立案から実行までを支援する。市場や競合の動向を踏まえ、目標設定や施策の優先順位付けを行い、関係者と合意形成しながら継続的な成果につなげる。クライアントの経営課題を [147, 1535, 491, 1598]
skill-name: マーケティング＆ デザインリサーチ [49, 1060, 147, 1130]
level-3-cell: 担当領域の業務を主体的にリードする。課題の特定から解決策の立案、実行までを一貫して推進し、品質と成果に責任を持つ。 [887, 218, 1085, 279]
skill-matrix-table [2, 24, 1479, 2388]
level-2-cell: 上位者のサポートを受けながら、担当範囲の業務をリードする。課題の整理や提案の作成に取り組み、関係者とのコミュニケーションを通じて成果を出す。 [689, 670, 887, 735]
level-1-cell: 上位者の指示のもと、基礎的な知識を習得しながら業務を補助する。資料作成や情報収集、議事録作成などを担い、必要な知識とプロセスを学ぶ。 [491, 1060, 689, 1130]
overview-cell: クライアントの経営課題を理解し、戦略の立案から実行までを支援する。市場や競合の動向を踏まえ、目標設定や施策の優先順位付けを行い、関係者と合意形成しながら継続的な成果につなげる。クライアントの経営課題を理解し、戦略の立案から実行までを支援する。市場や [147, 2322, 491, 2388]
level-2-cell: 上位者のサポートを受けながら、担当範囲の業務をリードする。課題の整理や提案の作成に取り組み、関係者とのコミュニケーションを通じて成果を出す。 [689, 1060, 887, 1130]
level-2-cell: 上位者のサポートを受けながら、担当範囲の業務をリードする。課題の整理や提案の作成に取り組み、関係者とのコミュニケーションを通じて成果を出す。 [689, 157, 887, 218]
level-5-cell: 業界を牽引する立場として、新たな価値や手法を創造する。社外への発信や事業開発を通じて、会社と業界の成長に貢献する。 [1281, 406, 1479, 471]
level-2-cell: 上位者のサポートを受けながら、担当範囲の業務をリードする。課題の整理や提案の作成に取り組み、関係者とのコミュニケーションを通じて成果を出す。 [689, 1598, 887, 1663]
skill-row [3, 995, 1479, 1060]
level-4-cell: 業務全体を推進し、チームやプロジェクトの成果を最大化する。後進の育成やナレッジの共有に取り組み、組織としての能力向上に貢献する。 [1085, 1467, 1281, 1535]
overview-cell: クライアントの経営課題を理解し、戦略の立案から実行までを支援する。市場や競合の動向を踏まえ、目標設定や施策の優先順位付けを行い、関係者と合意形成しながら継続的な成果につなげる。クライアントの経営課題を理解し、戦略の立案から実行までを支援する。市 [147, 157, 491, 218]
level-2-cell: 上位者のサポートを受けながら、担当範囲の業務をリードする。課題の整理や提案の作成に取り組み、関係者とのコミュニケーションを通じて成果を出す。 [689, 1389, 887, 1467]
overview-cell: クライアントの経営課題を理解し、戦略の立案から実行までを支援する。市場や競合の動向を踏まえ、目標設定や施策の優先順位付けを行い、関係者と合意形成しながら継続的な成果につなげる。クライアントの経営課題を理 [147, 995, 491, 1060]
category-label: ビジネス 戦略 [3, 37, 49, 539]
header-level-2: レベル2【補助付きでの業務リード】 [689, 25, 887, 37]
skill-row [3, 2257, 1479, 2322]
level-3-cell: 担当領域の業務を主体的にリードする。課題の特定から解決策の立案、実行までを一貫して推進し、品質と成果に責任を持つ。 [887, 1189, 1085, 1257]
level-5-cell: 業界を牽引する立場として、新たな価値や手法を創造する。社外への発信や事業開発を通じて、会社と業界の成長に貢献する。 [1281, 929, 1479, 994]
level-4-cell: 業務全体を推進し、チームやプロジェクトの成果を最大化する。後進の育成やナレッジの共有に取り組み、組織としての能力向上に貢献する。 [1085, 2257, 1281, 2322]
level-5-cell: 業界を牽引する立場として、新たな価値や手法を創造する。社外への発信や事業開発を通じて、会社と業界の成長に貢献する。 [1281, 862, 1479, 930]
skill-name: ウェブアクセシビリティ [49, 1598, 147, 1663]
concent-logo: CONCENT [8, 2, 89, 21]
level-3-cell: 担当領域の業務を主体的にリードする。課題の特定から解決策の立案、実行までを一貫して推進し、品質と成果に責任を持つ。 [887, 471, 1085, 539]
overview-cell: クライアントの経営課題を理解し、戦略の立案から実行までを支援する。市場や競合の動向を踏まえ、目標設定や施策の優先順位付けを行い、関係者と合意形成しながら継続的な成果につなげる。クライアントの経営課題を理解し、戦略の立案から実行までを [147, 604, 491, 669]
overview-cell: クライアントの経営課題を理解し、戦略の立案から実行までを支援する。市場や競合の動向を踏まえ、目標設定や施策の優先順位付けを行い、関係者と合意形成しながら継続的な成果につなげる。クライアントの経営課題を理解し、戦略の立案から実行までを支援する。市場や競合の動向を踏ま [147, 1256, 491, 1321]
gem-icon [139, 5, 154, 19]
overview-cell: クライアントの経営課題を理解し、戦略の立案から実行までを支援する。市場や競合の動向を踏まえ、目標設定や施策の優先順位付けを行い、関係者と合意形成しながら継続的な成果につなげる。クライアントの経営課題を理解し、戦略の立 [147, 1794, 491, 1862]
header-level-4: レベル4【業務全体の推進と後進育成】 [1085, 25, 1281, 37]
level-2-cell: 上位者のサポートを受けながら、担当範囲の業務をリードする。課題の整理や提案の作成に取り組み、関係者とのコミュニケーションを通じて成果を出す。 [689, 96, 887, 157]
skill-name: 情報設計 [49, 1535, 147, 1598]
copyright: © Concent, Inc. All Rights Reserved. [1358, 2391, 1468, 2398]
skill-row [3, 862, 1479, 930]
skill-row [3, 1535, 1479, 1598]
level-2-cell: 上位者のサポートを受けながら、担当範囲の業務をリードする。課題の整理や提案の作成に取り組み、関係者とのコミュニケーションを通じて成果を出す。 [689, 2126, 887, 2191]
level-4-cell: 業務全体を推進し、チームやプロジェクトの成果を最大化する。後進の育成やナレッジの共有に取り組み、組織としての能力向上に貢献する。 [1085, 862, 1281, 930]
skill-row [3, 2322, 1479, 2388]
level-1-cell: 上位者の指示のもと、基礎的な知識を習得しながら業務を補助する。資料作成や情報収集、議事録作成などを担い、必要な知識とプロセスを学ぶ。 [491, 2257, 689, 2322]
level-4-cell: 業務全体を推進し、チームやプロジェクトの成果を最大化する。後進の育成やナレッジの共有に取り組み、組織としての能力向上に貢献する。 [1085, 1189, 1281, 1257]
skill-row [3, 1389, 1479, 1467]
skill-name: ネットワーキング [49, 803, 147, 862]
level-3-cell: 担当領域の業務を主体的にリードする。課題の特定から解決策の立案、実行までを一貫して推進し、品質と成果に責任を持つ。 [887, 1256, 1085, 1321]
skill-row [3, 2191, 1479, 2256]
skill-row [3, 338, 1479, 406]
level-1-cell: 上位者の指示のもと、基礎的な知識を習得しながら業務を補助する。資料作成や情報収集、議事録作成などを担い、必要な知識とプロセスを学ぶ。 [491, 471, 689, 539]
